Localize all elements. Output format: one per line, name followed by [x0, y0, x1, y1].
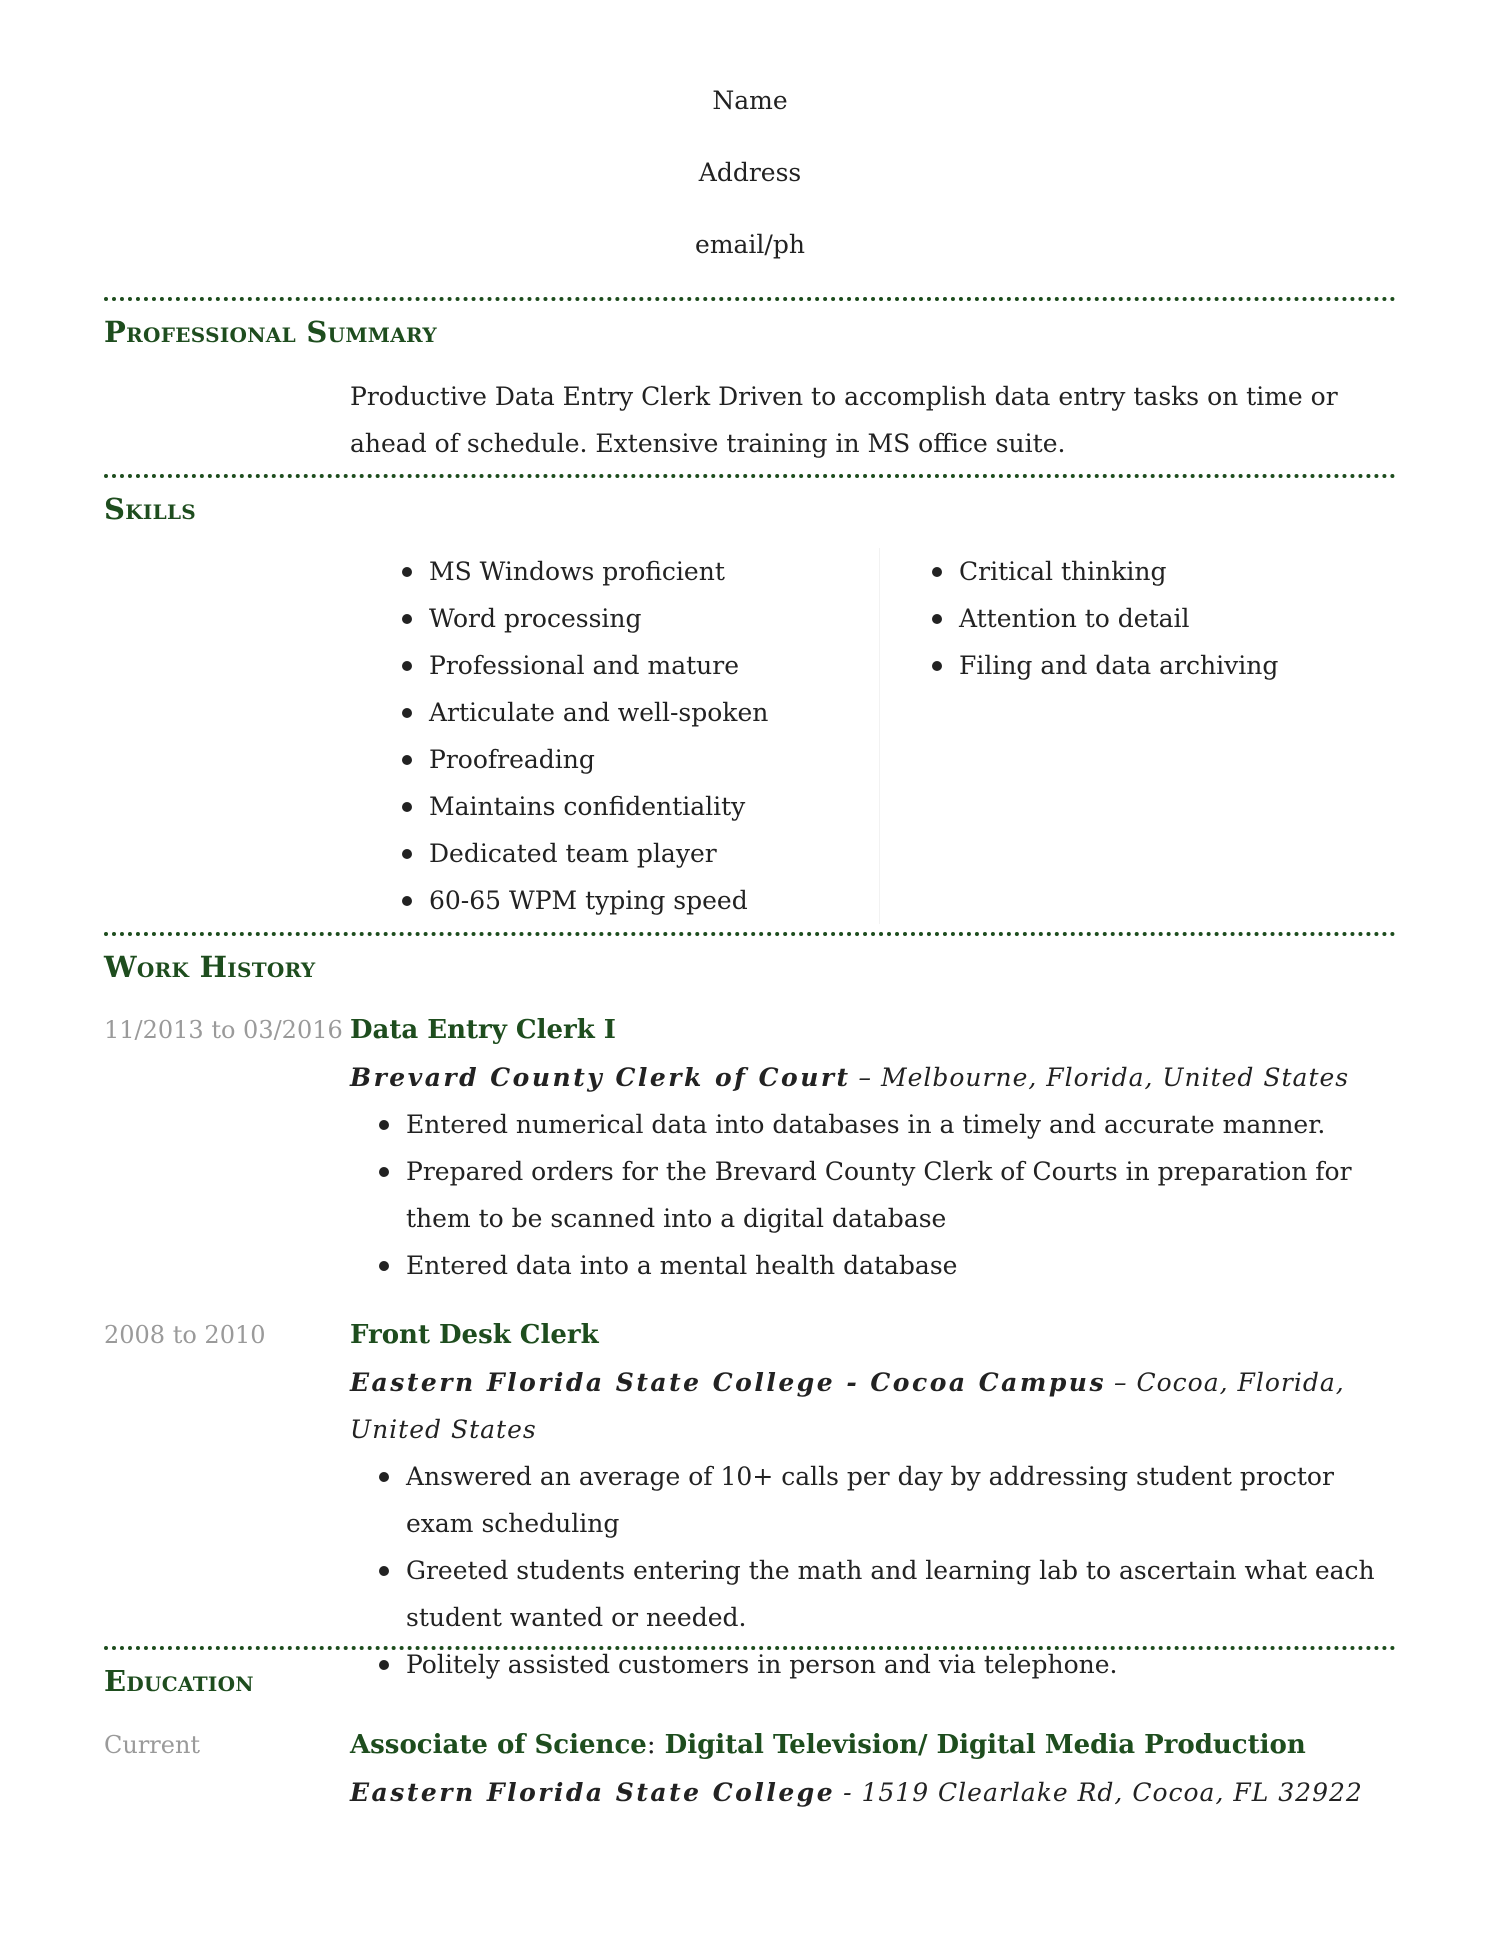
skill-item-text: Attention to detail: [959, 604, 1190, 633]
skill-item-text: Proofreading: [429, 745, 595, 774]
skills-column-1: [350, 548, 880, 924]
section-title-education: Education: [104, 1664, 254, 1698]
bullet-icon: [402, 755, 412, 765]
job-entry: [104, 1312, 1396, 1688]
job-employer: [350, 1359, 1396, 1453]
skill-item: [373, 595, 879, 642]
bullet-icon: [402, 896, 412, 906]
duty-item-text: Politely assisted customers in person and via telephone.: [406, 1650, 1118, 1679]
degree-name: Associate of Science: [350, 1730, 647, 1760]
duty-item-text: Prepared orders for the Brevard County Clerk of Courts in preparation for them to be scanned into a digital database: [406, 1157, 1352, 1233]
section-divider: [104, 297, 1396, 301]
bullet-icon: [379, 1120, 389, 1130]
degree-separator: :: [646, 1730, 656, 1760]
employer-name: Brevard County Clerk of Court: [350, 1063, 851, 1092]
skill-item: [373, 877, 879, 924]
candidate-contact: email/ph: [695, 230, 805, 259]
section-divider: [104, 1646, 1396, 1650]
bullet-icon: [379, 1261, 389, 1271]
skill-item-text: 60-65 WPM typing speed: [429, 886, 748, 915]
bullet-icon: [402, 567, 412, 577]
skill-item: [903, 595, 1278, 642]
section-divider: [104, 932, 1396, 936]
section-title-skills: Skills: [104, 492, 197, 526]
skill-item-text: Dedicated team player: [429, 839, 717, 868]
candidate-name: Name: [712, 86, 788, 115]
education-entry: [104, 1722, 1396, 1816]
duty-item-text: Entered numerical data into databases in a timely and accurate manner.: [406, 1110, 1326, 1139]
bullet-icon: [402, 708, 412, 718]
duty-item: [350, 1242, 1396, 1289]
bullet-icon: [379, 1660, 389, 1670]
employer-location: – Cocoa, Florida, United States: [350, 1368, 1345, 1444]
job-body: [350, 1312, 1396, 1688]
duty-item-text: Greeted students entering the math and learning lab to ascertain what each student wanted or needed.: [406, 1556, 1375, 1632]
bullet-icon: [932, 661, 942, 671]
skill-item: [373, 642, 879, 689]
skill-item-text: Maintains confidentiality: [429, 792, 746, 821]
skills-list-1: [373, 548, 879, 924]
bullet-icon: [402, 661, 412, 671]
education-body: [350, 1722, 1396, 1816]
bullet-icon: [379, 1566, 389, 1576]
summary-text: Productive Data Entry Clerk Driven to accomplish data entry tasks on time or ahead of schedule. Extensive training in MS office suite.: [350, 382, 1338, 458]
school-line: [350, 1769, 1396, 1816]
skills-grid: [350, 548, 1396, 924]
job-dates: 11/2013 to 03/2016: [104, 1016, 343, 1044]
school-name: Eastern Florida State College: [350, 1778, 836, 1807]
degree-field: Digital Television/ Digital Media Production: [664, 1730, 1306, 1760]
job-duties: [350, 1101, 1396, 1289]
education-date: Current: [104, 1731, 201, 1759]
skill-item-text: Articulate and well-spoken: [429, 698, 769, 727]
duty-item: [350, 1101, 1396, 1148]
skill-item-text: Word processing: [429, 604, 642, 633]
job-title: Front Desk Clerk: [350, 1320, 599, 1350]
job-title: Data Entry Clerk I: [350, 1015, 616, 1045]
bullet-icon: [932, 567, 942, 577]
school-address: - 1519 Clearlake Rd, Cocoa, FL 32922: [843, 1778, 1363, 1807]
section-title-work-history: Work History: [104, 950, 316, 984]
skill-item: [903, 548, 1278, 595]
job-employer: [350, 1054, 1396, 1101]
skill-item: [373, 736, 879, 783]
skills-list-2: [903, 548, 1278, 689]
skill-item-text: Filing and data archiving: [959, 651, 1279, 680]
duty-item-text: Entered data into a mental health database: [406, 1251, 958, 1280]
employer-name: Eastern Florida State College - Cocoa Campus: [350, 1368, 1107, 1397]
bullet-icon: [402, 614, 412, 624]
duty-item-text: Answered an average of 10+ calls per day by addressing student proctor exam scheduling: [406, 1462, 1334, 1538]
skill-item: [373, 783, 879, 830]
resume-header: [0, 86, 1500, 302]
skill-item-text: Professional and mature: [429, 651, 739, 680]
job-body: [350, 1007, 1396, 1289]
degree-line: [350, 1722, 1396, 1769]
section-divider: [104, 474, 1396, 478]
job-dates: 2008 to 2010: [104, 1321, 266, 1349]
section-title-summary: Professional Summary: [104, 315, 437, 349]
job-entry: [104, 1007, 1396, 1289]
duty-item: [350, 1148, 1396, 1242]
skill-item: [373, 830, 879, 877]
skill-item-text: Critical thinking: [959, 557, 1167, 586]
bullet-icon: [379, 1167, 389, 1177]
bullet-icon: [402, 849, 412, 859]
bullet-icon: [379, 1472, 389, 1482]
skill-item: [373, 689, 879, 736]
skills-column-2: [880, 548, 1278, 924]
skill-item-text: MS Windows proficient: [429, 557, 725, 586]
employer-location: – Melbourne, Florida, United States: [858, 1063, 1350, 1092]
job-duties: [350, 1453, 1396, 1688]
skill-item: [903, 642, 1278, 689]
duty-item: [350, 1453, 1396, 1547]
skill-item: [373, 548, 879, 595]
candidate-address: Address: [698, 158, 802, 187]
bullet-icon: [402, 802, 412, 812]
duty-item: [350, 1547, 1396, 1641]
bullet-icon: [932, 614, 942, 624]
